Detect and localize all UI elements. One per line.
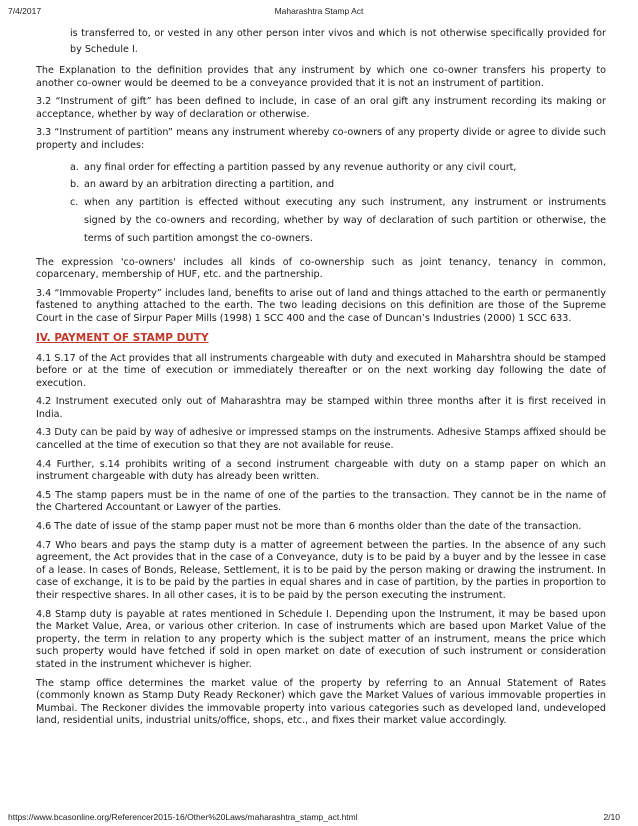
print-title: Maharashtra Stamp Act (274, 6, 364, 16)
print-date: 7/4/2017 (8, 6, 42, 16)
print-header (0, 6, 638, 18)
para-3-4: 3.4 “Immovable Property” includes land, benefits to arise out of land and things attached to the earth or permanently fastened to anything attached to the earth. The two leading decisions on this definition are those of the Supreme Court in the case of Sirpur Paper Mills (1998) 1 SCC 400 and the case of Duncan’s Industries (2000) 1 SCC 633. (36, 287, 606, 324)
para-3-2: 3.2 “Instrument of gift” has been defined to include, in case of an oral gift any instrument recording its making or acceptance, whether by way of declaration or otherwise. (36, 96, 606, 120)
para-4-4: 4.4 Further, s.14 prohibits writing of a second instrument chargeable with duty on a stamp paper on which an instrument chargeable with duty has already been written. (36, 458, 606, 483)
list-marker: c. (70, 197, 79, 209)
list-item-text: an award by an arbitration directing a partition, and (84, 179, 335, 191)
continued-paragraph: is transferred to, or vested in any other person inter vivos and which is not otherwise specifically provided for by Schedule I. (70, 28, 606, 55)
page-number: 2/10 (603, 812, 620, 822)
para-4-5: 4.5 The stamp papers must be in the name of one of the parties to the transaction. They cannot be in the name of the Chartered Accountant or Lawyer of the parties. (36, 489, 606, 514)
list-item (70, 176, 606, 194)
list-item-text: when any partition is effected without executing any such instrument, any instrument or instruments signed by the co-owners and recording, whether by way of declaration of such partition or otherwise, the terms of such partition amongst the co-owners. (84, 197, 606, 244)
para-4-7: 4.7 Who bears and pays the stamp duty is a matter of agreement between the parties. In the absence of any such agreement, the Act provides that in the case of a Conveyance, duty is to be paid by a buyer and by the lessee in case of a lease. In cases of Bonds, Release, Settlement, it is to be paid by the person making or drawing the instrument. In case of exchange, it is to be paid by the parties in equal shares and in case of partition, by the parties in proportion to their respective shares. In all other cases, it is to be paid by the person executing the instrument. (36, 539, 606, 602)
para-4-2: 4.2 Instrument executed only out of Maharashtra may be stamped within three months after it is first received in India. (36, 396, 606, 420)
para-4-6: 4.6 The date of issue of the stamp paper must not be more than 6 months older than the date of the transaction. (36, 521, 582, 533)
list-item (70, 194, 606, 247)
page-url: https://www.bcasonline.org/Referencer2015-16/Other%20Laws/maharashtra_stamp_act.html (8, 812, 358, 822)
list-item (70, 159, 606, 177)
explanation-paragraph: The Explanation to the definition provides that any instrument by which one co-owner transfers his property to another co-owner would be deemed to be a conveyance provided that it is not an instrument of partition. (36, 65, 606, 89)
list-marker: b. (70, 179, 80, 191)
stamp-office-paragraph: The stamp office determines the market value of the property by referring to an Annual Statement of Rates (commonly known as Stamp Duty Ready Reckoner) which gave the Market Values of various immovable properties in Mumbai. The Reckoner divides the immovable property into various categories such as developed land, undeveloped land, residential units, industrial units/office, shops, etc., and fixes their market value accordingly. (36, 677, 606, 727)
partition-list (36, 159, 606, 248)
para-4-1: 4.1 S.17 of the Act provides that all instruments chargeable with duty and executed in Maharshtra should be stamped before or at the time of execution or immediately thereafter or on the next working day following the date of execution. (36, 352, 606, 389)
list-marker: a. (70, 161, 79, 173)
para-4-8: 4.8 Stamp duty is payable at rates mentioned in Schedule I. Depending upon the Instrument, it may be based upon the Market Value, Area, or various other criterion. In case of instruments which are based upon Market Value of the property, the term in relation to any property which is the subject matter of an instrument, means the price which such property would have fetched if sold in open market on date of execution of such instrument or consideration stated in the instrument whichever is higher. (36, 608, 606, 670)
section-heading: IV. PAYMENT OF STAMP DUTY (36, 331, 209, 344)
para-4-3: 4.3 Duty can be paid by way of adhesive or impressed stamps on the instruments. Adhesive Stamps affixed should be cancelled at the time of execution so that they are not available for reuse. (36, 427, 606, 452)
co-owners-paragraph: The expression 'co-owners' includes all kinds of co-ownership such as joint tenancy, tenancy in common, coparcenary, membership of HUF, etc. and the partnership. (36, 256, 606, 281)
para-3-3: 3.3 “Instrument of partition” means any instrument whereby co-owners of any property divide or agree to divide such property and includes: (36, 127, 606, 151)
document-body (36, 26, 606, 734)
list-item-text: any final order for effecting a partition passed by any revenue authority or any civil court, (84, 161, 517, 173)
print-footer (0, 812, 638, 824)
